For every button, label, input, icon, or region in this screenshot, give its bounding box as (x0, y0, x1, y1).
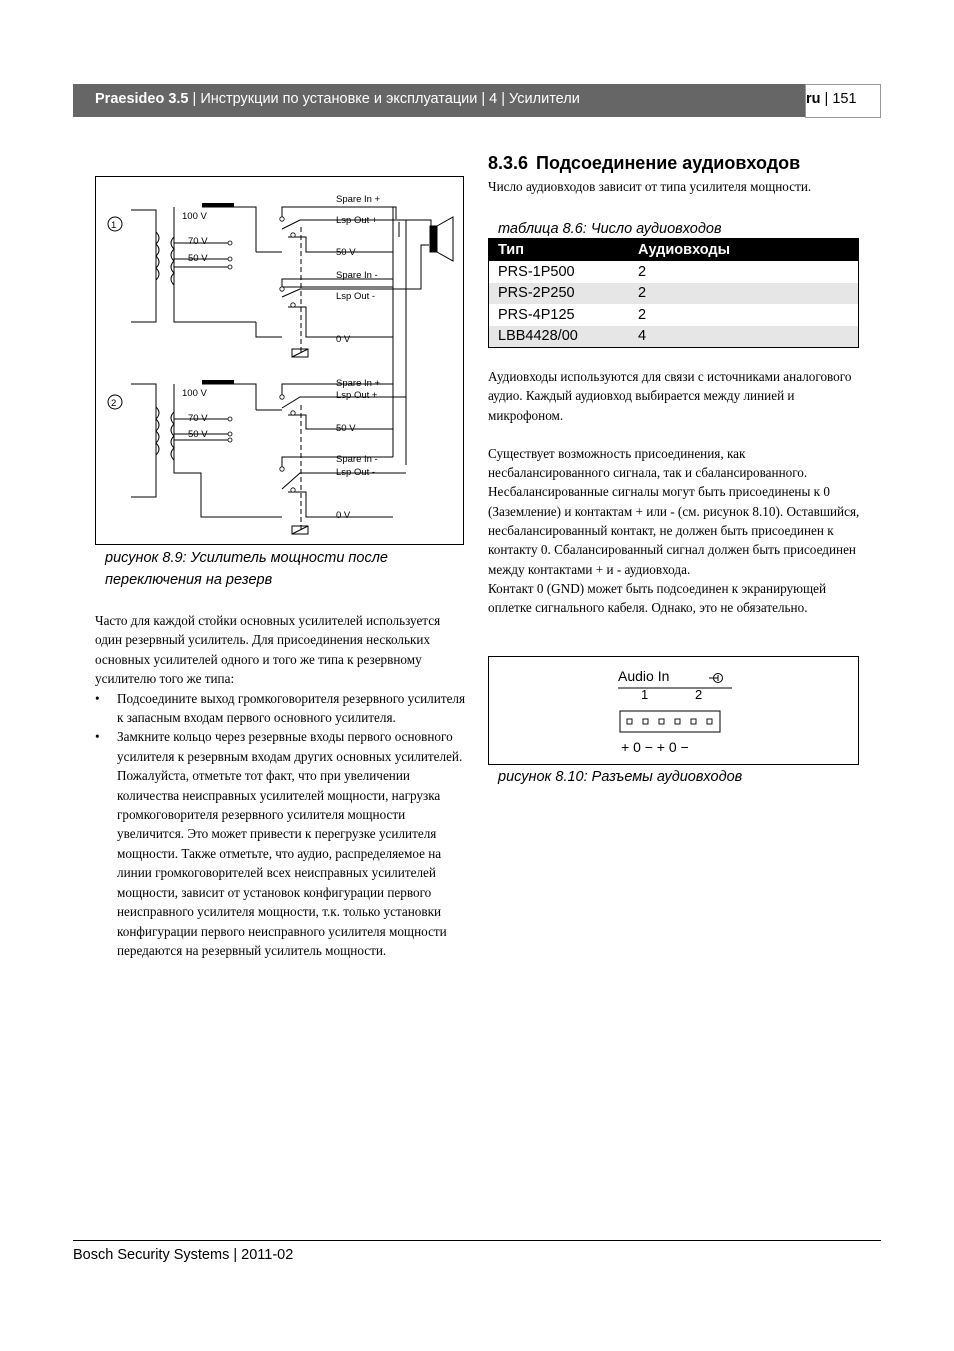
paragraph: Контакт 0 (GND) может быть подсоединен к экранирующей оплетке сигнального кабеля. Однако, это не обязательно. (488, 580, 827, 616)
amp2-out-0v-label: 0 V (336, 510, 351, 521)
table-row (489, 326, 859, 348)
pin-labels: + 0 − + 0 − (621, 739, 689, 755)
amp1-tap-70-label: 70 V (188, 236, 208, 247)
header-title (95, 91, 580, 107)
marker-1-label: 1 (111, 220, 117, 231)
figure-8-9-caption-line1: рисунок 8.9: Усилитель мощности после (105, 550, 388, 566)
header-lang: ru (806, 91, 821, 107)
amp1-lsp-out-minus-label: Lsp Out - (336, 291, 376, 302)
figure-8-10-caption: рисунок 8.10: Разъемы аудиовходов (498, 769, 743, 785)
header-page (806, 91, 857, 107)
paragraph: Существует возможность присоединения, как несбалансированного сигнала, так и сбалансированного. Несбалансированные сигналы могут быть присоединены к 0 (Заземление) и контактам + или - (см. рисунок 8.10). Оставшийся, несбалансированный контакт, не должен быть присоединен к контакту 0. Сбалансированный сигнал должен быть присоединен между контактами + и - аудиовхода. (488, 445, 860, 577)
section-title (488, 153, 800, 174)
figure-audio-input-connector (488, 656, 859, 765)
amp2-lsp-out-minus-label: Lsp Out - (336, 467, 376, 478)
table-cell-type: PRS-2P250 (489, 283, 630, 305)
marker-2-label: 2 (111, 398, 117, 409)
amp2-spare-in-minus-label: Spare In - (336, 454, 378, 465)
paragraph: Аудиовходы используются для связи с источниками аналогового аудио. Каждый аудиовход выбирается между линией и микрофоном. (488, 369, 852, 423)
amp1-out-50v-label: 50 V (336, 247, 356, 258)
table-cell-inputs: 2 (629, 283, 859, 305)
channel-1-label: 1 (641, 687, 649, 702)
list-item: • Подсоедините выход громкоговорителя резервного усилителя к запасным входам первого основного усилителя. (95, 689, 467, 728)
table-row (489, 304, 859, 326)
table-cell-inputs: 4 (629, 326, 859, 348)
amp2-tap-100-label: 100 V (182, 388, 207, 399)
table-header-row (489, 239, 859, 262)
left-intro-paragraph: Часто для каждой стойки основных усилителей используется один резервный усилитель. Для присоединения нескольких основных усилителей одного и того же типа к резервному усилителю того же типа: (95, 613, 441, 687)
header-product: Praesideo 3.5 (95, 91, 189, 107)
amp1-tap-100-label: 100 V (182, 211, 207, 222)
footer-text (73, 1247, 293, 1263)
section-number: 8.3.6 (488, 153, 529, 173)
amp2-out-50v-label: 50 V (336, 423, 356, 434)
list-item: • Замкните кольцо через резервные входы первого основного усилителя к резервным входам других основных усилителей. Пожалуйста, отметьте тот факт, что при увеличении количества неисправных усилителей мощности, нагрузка громкоговорителя резервного усилителя мощности увеличится. Это может привести к перегрузке усилителя мощности. Также отметьте, что аудио, распределяемое на линии громкоговорителей всех неисправных усилителей мощности, зависит от установок конфигурации первого неисправного усилителя мощности, т.к. только установки конфигурации первого неисправного усилителя мощности передаются на резервный усилитель мощности. (95, 727, 467, 960)
amp1-tap-50-label: 50 V (188, 253, 208, 264)
table-header-inputs: Аудиовходы (629, 239, 859, 262)
amp1-spare-in-plus-label: Spare In + (336, 194, 381, 205)
amp2-tap-70-label: 70 V (188, 413, 208, 424)
audio-in-title: Audio In (618, 668, 670, 684)
channel-2-label: 2 (695, 687, 703, 702)
left-body-text (95, 611, 467, 960)
table-cell-inputs: 2 (638, 263, 647, 280)
table-caption: таблица 8.6: Число аудиовходов (498, 221, 722, 237)
amp1-spare-in-minus-label: Spare In - (336, 270, 378, 281)
page-number: | 151 (820, 91, 857, 107)
amp2-tap-50-label: 50 V (188, 429, 208, 440)
table-cell-type: PRS-1P500 (498, 263, 575, 280)
connector-block (620, 711, 720, 732)
table-cell-type: LBB4428/00 (489, 326, 630, 348)
amp2-spare-in-plus-label: Spare In + (336, 378, 381, 389)
table-cell-inputs: 2 (638, 306, 647, 323)
section-intro: Число аудиовходов зависит от типа усилителя мощности. (488, 179, 812, 194)
right-body-text (488, 367, 864, 618)
amp1-lsp-out-plus-label: Lsp Out + (336, 215, 378, 226)
ground-icon (709, 674, 723, 683)
table-header-type: Тип (489, 239, 630, 262)
figure-amplifier-spare-diagram (95, 176, 464, 545)
footer-rule (73, 1240, 881, 1241)
instruction-list (95, 689, 467, 961)
figure-8-9-caption (105, 547, 388, 591)
table-row (489, 261, 859, 283)
header-breadcrumb: | Инструкции по установке и эксплуатации | 4 | Усилители (188, 91, 580, 107)
table-cell-type: PRS-4P125 (498, 306, 575, 323)
amp1-out-0v-label: 0 V (336, 334, 351, 345)
amp2-lsp-out-plus-label: Lsp Out + (336, 390, 378, 401)
figure-8-9-caption-line2: переключения на резерв (105, 572, 273, 588)
footer-company: Bosch Security Systems | 2011-02 (73, 1247, 294, 1263)
table-row (489, 283, 859, 305)
section-title-text: Подсоединение аудиовходов (536, 153, 801, 173)
audio-inputs-table (488, 238, 859, 348)
